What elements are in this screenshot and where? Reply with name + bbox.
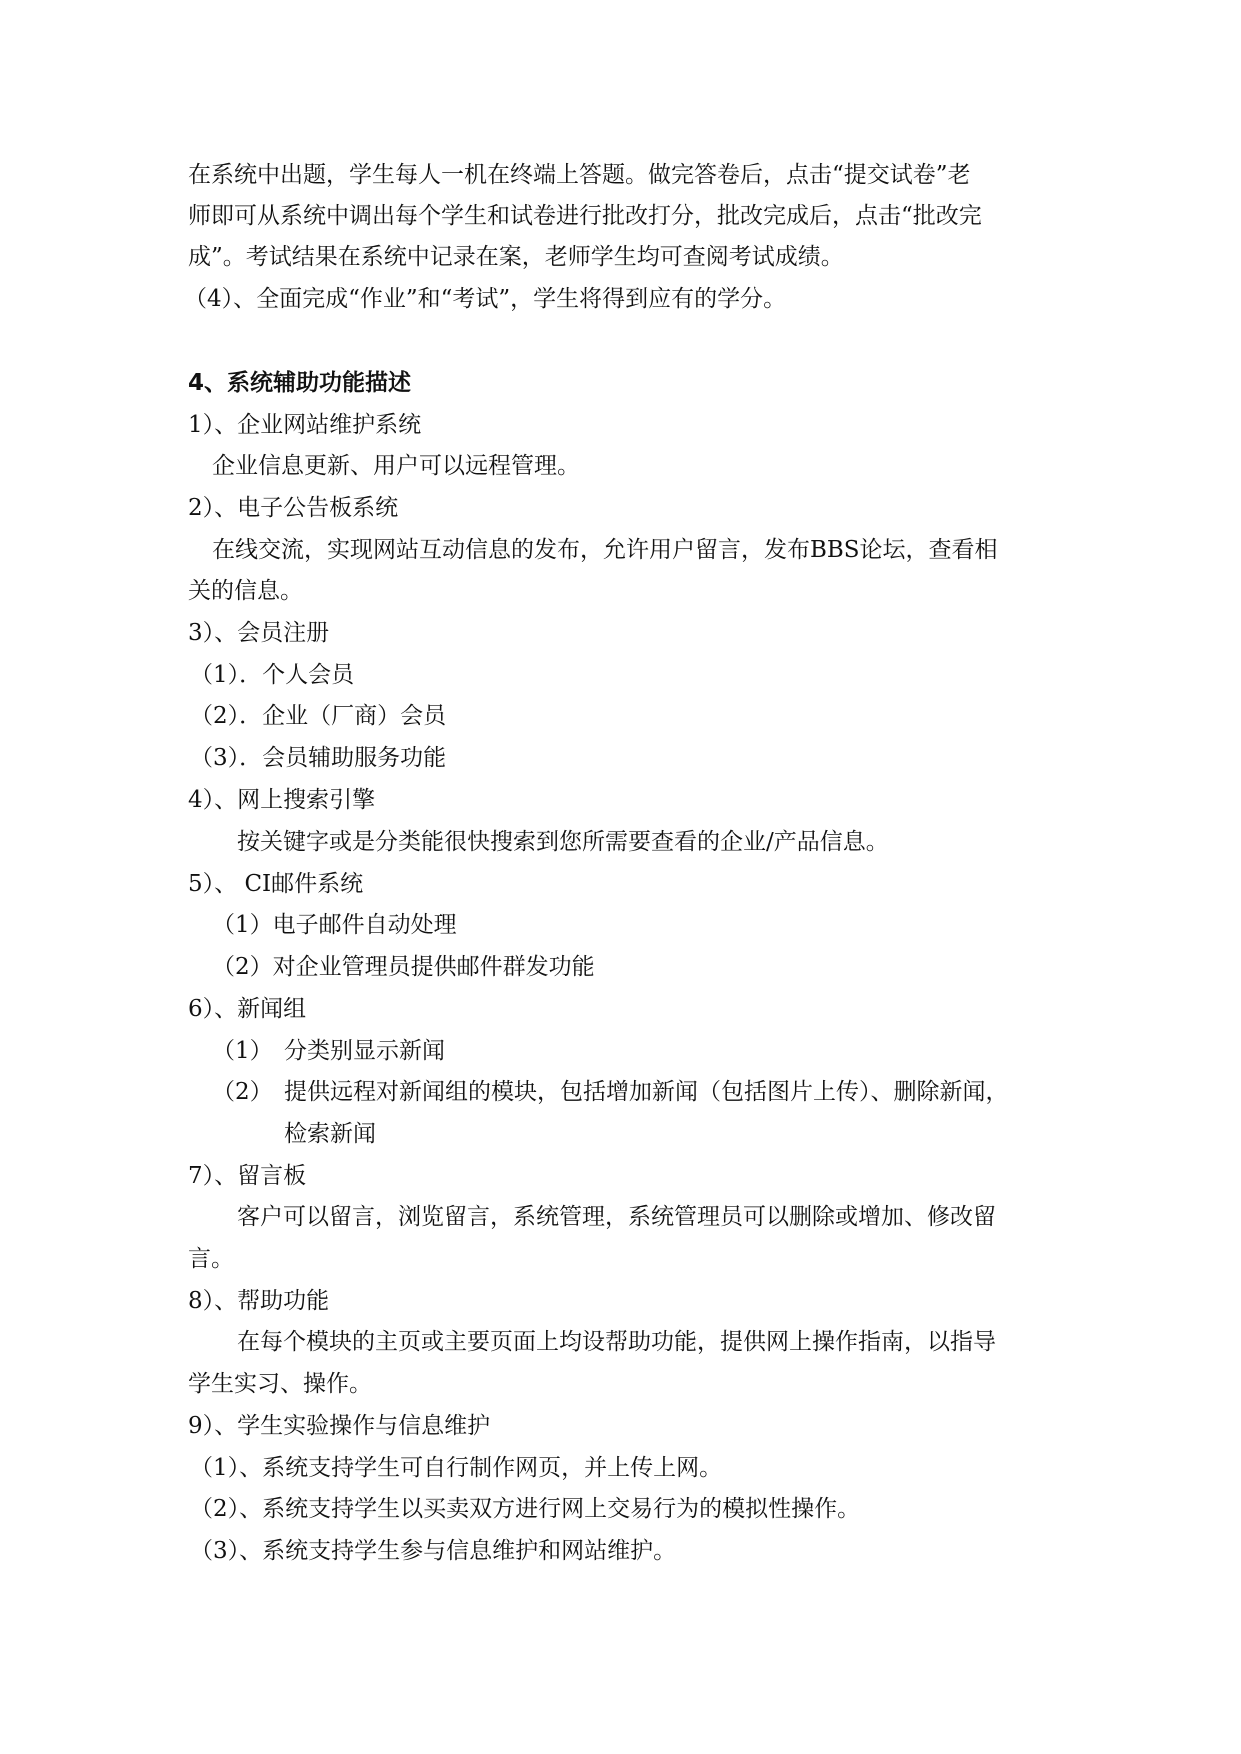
s6-item-2-text-2: 检索新闻 [284, 1121, 376, 1147]
s8-text-1: 在每个模块的主页或主要页面上均设帮助功能，提供网上操作指南，以指导 [237, 1329, 996, 1355]
intro-line-4: （4）、全面完成“作业”和“考试”，学生将得到应有的学分。 [184, 286, 787, 312]
s6-item-2-number: （2） [212, 1079, 273, 1105]
s7-text-1: 客户可以留言，浏览留言，系统管理，系统管理员可以删除或增加、修改留 [237, 1204, 996, 1230]
s6-item-1-number: （1） [212, 1038, 273, 1064]
s9-title: 9）、学生实验操作与信息维护 [188, 1413, 491, 1439]
s1-title: 1）、企业网站维护系统 [188, 412, 422, 438]
s5-item-2: （2）对企业管理员提供邮件群发功能 [212, 954, 595, 980]
s2-text-1: 在线交流，实现网站互动信息的发布，允许用户留言，发布BBS论坛，查看相 [212, 537, 998, 563]
s3-item-2: （2）．企业（厂商）会员 [190, 703, 447, 729]
intro-line-2: 师即可从系统中调出每个学生和试卷进行批改打分，批改完成后，点击“批改完 [188, 203, 982, 229]
intro-line-1: 在系统中出题，学生每人一机在终端上答题。做完答卷后，点击“提交试卷”老 [188, 162, 971, 188]
intro-line-3: 成”。考试结果在系统中记录在案，老师学生均可查阅考试成绩。 [188, 244, 844, 270]
s8-text-2: 学生实习、操作。 [188, 1371, 372, 1397]
s5-item-1: （1）电子邮件自动处理 [212, 912, 457, 938]
s4-title: 4）、网上搜索引擎 [188, 787, 376, 813]
s4-text: 按关键字或是分类能很快搜索到您所需要查看的企业/产品信息。 [237, 829, 889, 855]
s3-title: 3）、会员注册 [188, 620, 330, 646]
s2-title: 2）、电子公告板系统 [188, 495, 399, 521]
s5-title: 5）、 CI邮件系统 [188, 871, 364, 897]
s8-title: 8）、帮助功能 [188, 1288, 330, 1314]
s9-item-1: （1）、系统支持学生可自行制作网页，并上传上网。 [190, 1455, 723, 1481]
s3-item-1: （1）．个人会员 [190, 662, 355, 688]
s7-title: 7）、留言板 [188, 1163, 307, 1189]
s9-item-3: （3）、系统支持学生参与信息维护和网站维护。 [190, 1538, 677, 1564]
s7-text-2: 言。 [188, 1246, 234, 1272]
s6-item-2-text-1: 提供远程对新闻组的模块，包括增加新闻（包括图片上传）、删除新闻， [284, 1079, 1009, 1105]
s9-item-2: （2）、系统支持学生以买卖双方进行网上交易行为的模拟性操作。 [190, 1496, 861, 1522]
s3-item-3: （3）．会员辅助服务功能 [190, 745, 447, 771]
section-heading: 4、系统辅助功能描述 [188, 370, 412, 396]
s6-title: 6）、新闻组 [188, 996, 307, 1022]
s6-item-1-text: 分类别显示新闻 [284, 1038, 445, 1064]
s2-text-2: 关的信息。 [188, 578, 303, 604]
s1-text: 企业信息更新、用户可以远程管理。 [212, 453, 580, 479]
